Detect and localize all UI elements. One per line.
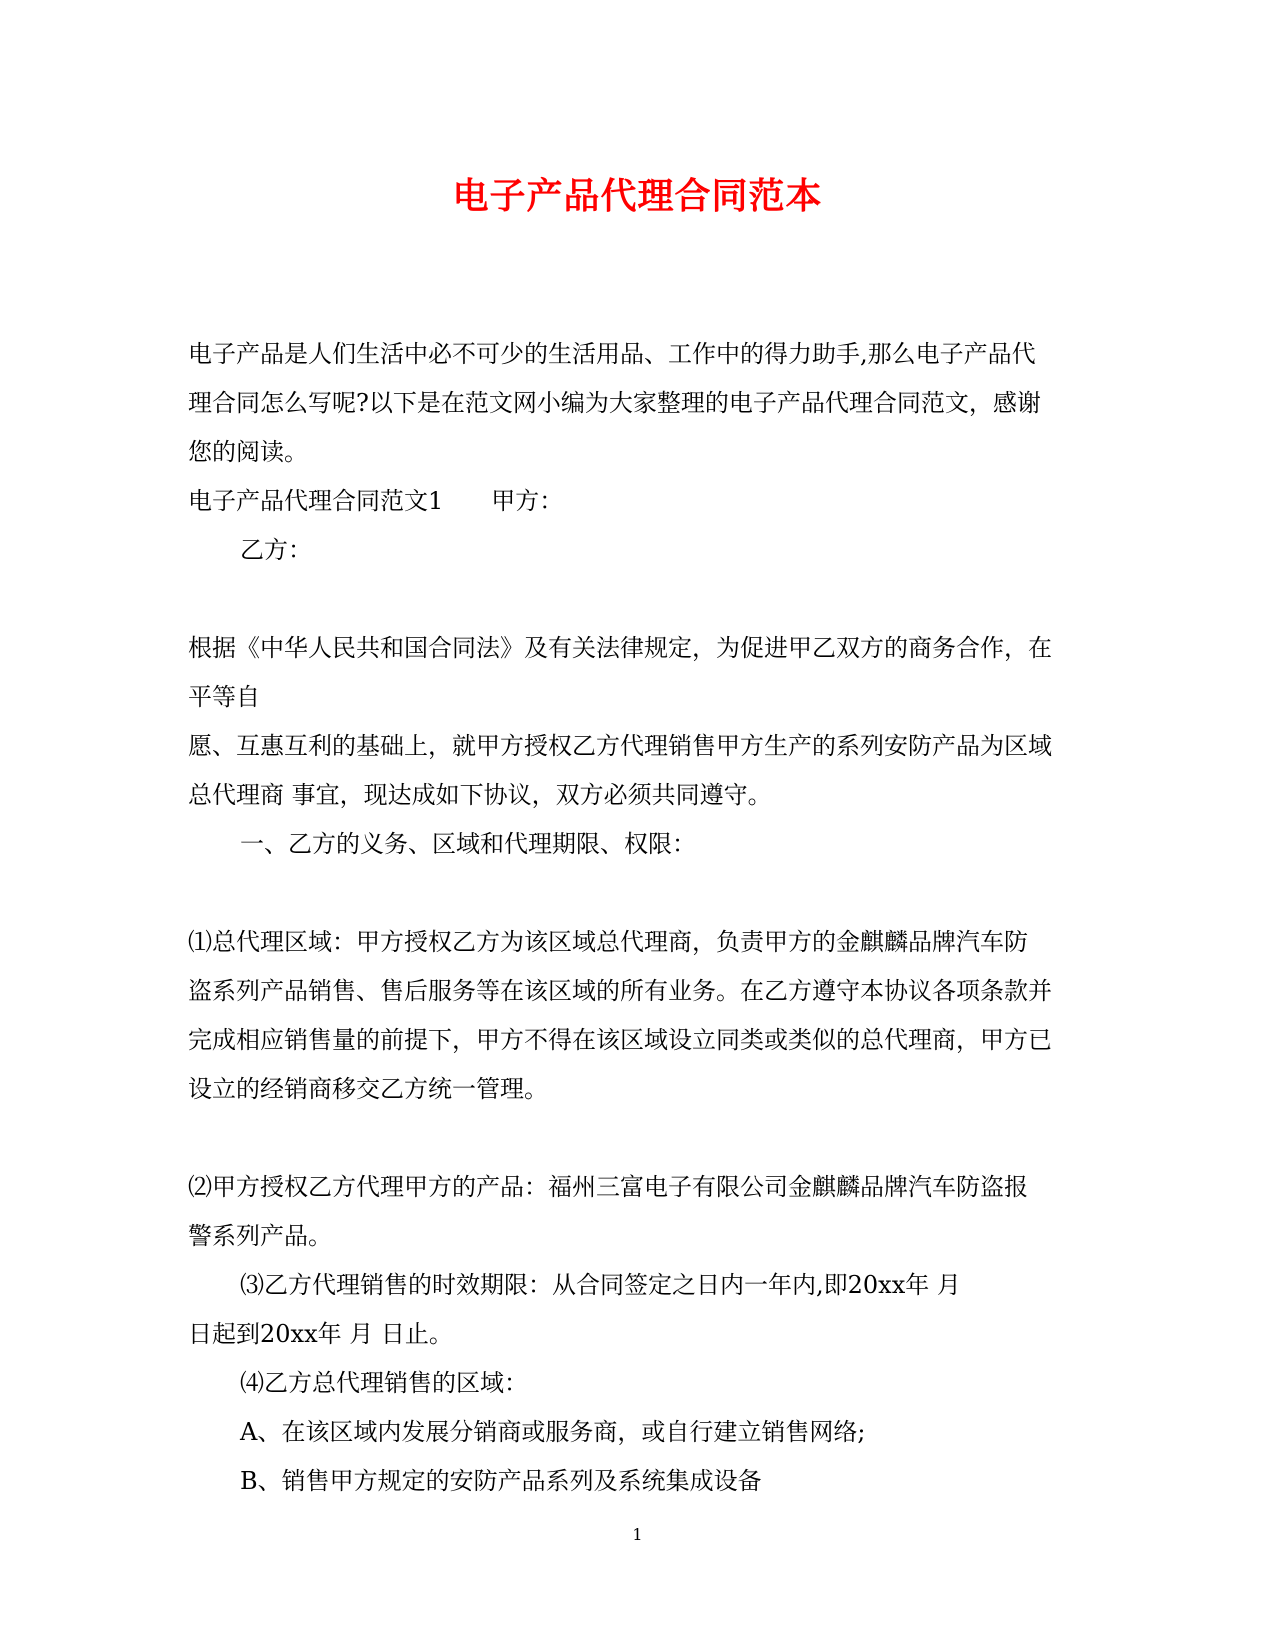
party-b-label: 乙方： (240, 536, 312, 564)
article-one-heading: 一、乙方的义务、区域和代理期限、权限： (240, 830, 696, 858)
clause-4-heading: ⑷乙方总代理销售的区域： (240, 1369, 528, 1397)
clause-3-line-1: ⑶乙方代理销售的时效期限：从合同签定之日内一年内,即20xx年 月 (240, 1271, 961, 1299)
clause-1-line-3: 完成相应销售量的前提下，甲方不得在该区域设立同类或类似的总代理商，甲方已 (188, 1026, 1052, 1054)
clause-1-line-4: 设立的经销商移交乙方统一管理。 (188, 1075, 548, 1103)
clause-1-line-1: ⑴总代理区域：甲方授权乙方为该区域总代理商，负责甲方的金麒麟品牌汽车防 (188, 928, 1028, 956)
section-heading-line (188, 477, 1088, 526)
intro-line-2: 理合同怎么写呢?以下是在范文网小编为大家整理的电子产品代理合同范文，感谢 (188, 389, 1041, 417)
preamble-line-2: 平等自 (188, 683, 260, 711)
document-body (188, 330, 1088, 1506)
party-a-label: 甲方： (491, 487, 564, 515)
document-title: 电子产品代理合同范本 (452, 175, 823, 217)
section-heading: 电子产品代理合同范文1 (188, 487, 444, 515)
clause-1-line-2: 盗系列产品销售、售后服务等在该区域的所有业务。在乙方遵守本协议各项条款并 (188, 977, 1052, 1005)
clause-2-line-1: ⑵甲方授权乙方代理甲方的产品：福州三富电子有限公司金麒麟品牌汽车防盗报 (188, 1173, 1028, 1201)
preamble-line-3: 愿、互惠互利的基础上，就甲方授权乙方代理销售甲方生产的系列安防产品为区域 (188, 732, 1052, 760)
clause-3-line-2: 日起到20xx年 月 日止。 (188, 1320, 453, 1348)
page-number: 1 (632, 1525, 643, 1544)
clause-4-item-a: A、在该区域内发展分销商或服务商，或自行建立销售网络; (240, 1418, 866, 1446)
clause-2-line-2: 警系列产品。 (188, 1222, 332, 1250)
preamble-line-1: 根据《中华人民共和国合同法》及有关法律规定，为促进甲乙双方的商务合作，在 (188, 634, 1052, 662)
clause-4-item-b: B、销售甲方规定的安防产品系列及系统集成设备 (240, 1467, 762, 1495)
intro-line-1: 电子产品是人们生活中必不可少的生活用品、工作中的得力助手,那么电子产品代 (188, 340, 1036, 368)
intro-line-3: 您的阅读。 (188, 438, 308, 466)
preamble-line-4: 总代理商 事宜，现达成如下协议，双方必须共同遵守。 (188, 781, 772, 809)
